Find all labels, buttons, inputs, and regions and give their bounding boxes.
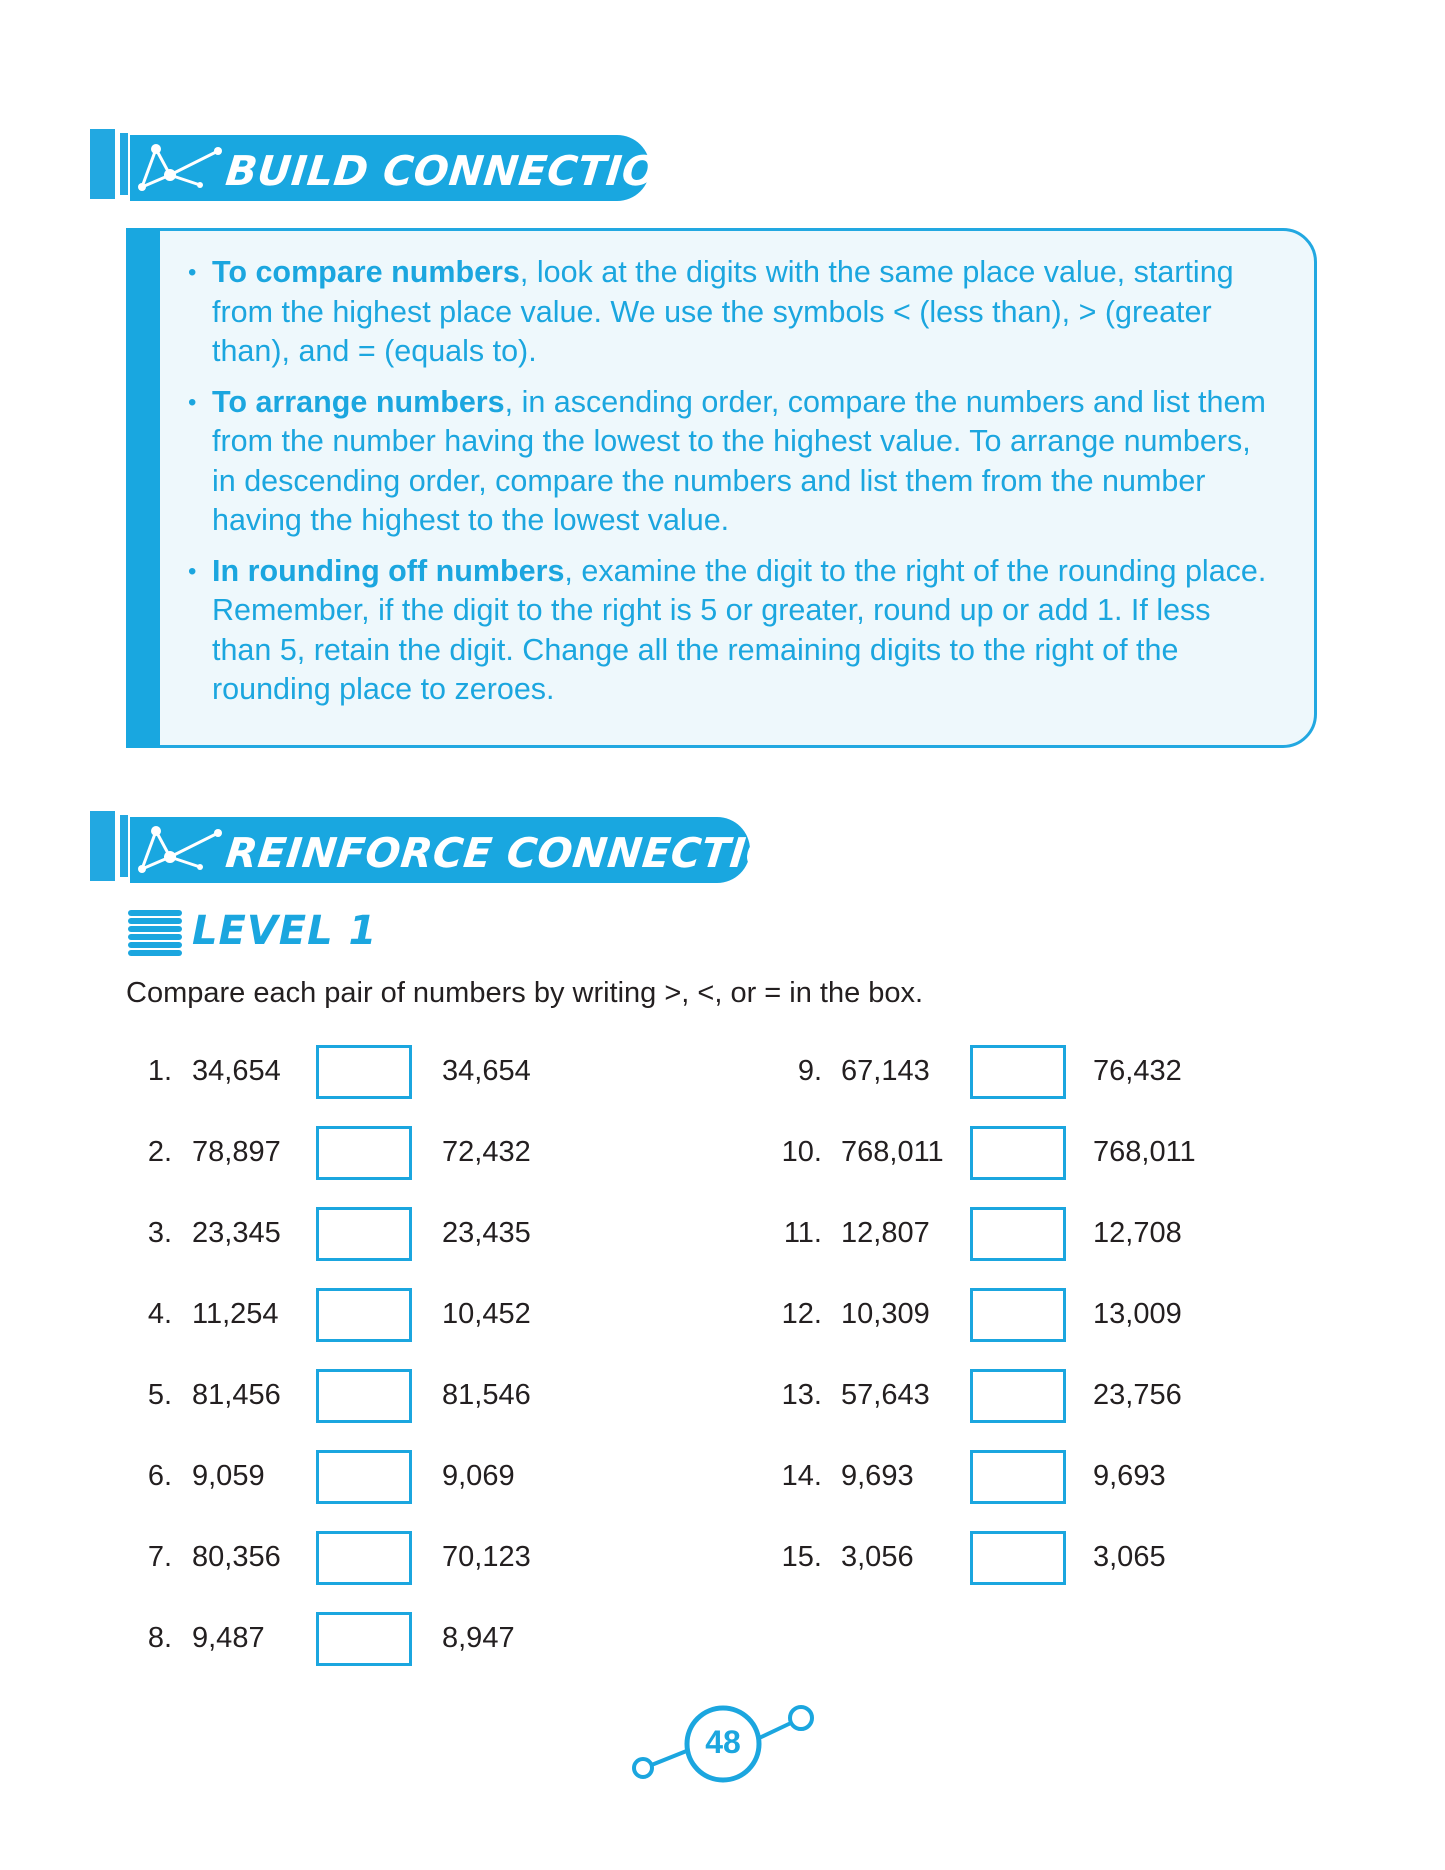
number-a: 23,345 <box>192 1217 281 1249</box>
answer-box[interactable] <box>970 1126 1066 1180</box>
banner-tab <box>90 811 119 881</box>
bullet-compare <box>188 253 1272 372</box>
instruction-text: Compare each pair of numbers by writing >, <, or = in the box. <box>126 977 924 1009</box>
bullet-dot: • <box>188 388 197 416</box>
number-b: 8,947 <box>442 1622 515 1654</box>
number-b: 768,011 <box>1093 1136 1196 1168</box>
question-number: 12. <box>781 1298 822 1330</box>
bullet-text: , examine the digit to the right of the rounding place. Remember, if the digit to the right is 5 or greater, round up or add 1. If less than 5, retain the digit. Change all the remaining digits to the right of the rounding place to zeroes. <box>212 553 1267 706</box>
question-number: 5. <box>147 1379 172 1411</box>
question-number: 11. <box>783 1217 822 1249</box>
number-a: 81,456 <box>192 1379 281 1411</box>
number-a: 80,356 <box>192 1541 281 1573</box>
number-b: 72,432 <box>442 1136 531 1168</box>
number-b: 34,654 <box>442 1055 531 1087</box>
question-number: 1. <box>147 1055 172 1087</box>
answer-box[interactable] <box>316 1207 412 1261</box>
answer-box[interactable] <box>316 1045 412 1099</box>
bullet-rounding <box>188 552 1272 710</box>
number-b: 3,065 <box>1093 1541 1166 1573</box>
question-number: 2. <box>147 1136 172 1168</box>
number-b: 81,546 <box>442 1379 531 1411</box>
number-a: 34,654 <box>192 1055 281 1087</box>
bullet-bold: In rounding off numbers <box>212 553 565 588</box>
question-number: 15. <box>781 1541 822 1573</box>
question-number: 4. <box>147 1298 172 1330</box>
number-b: 9,693 <box>1093 1460 1166 1492</box>
bullet-arrange <box>188 383 1272 541</box>
level-label: LEVEL 1 <box>192 908 378 954</box>
page-number: 48 <box>705 1724 741 1760</box>
question-number: 9. <box>797 1055 822 1087</box>
number-a: 78,897 <box>192 1136 281 1168</box>
question-number: 8. <box>147 1622 172 1654</box>
number-a: 10,309 <box>841 1298 930 1330</box>
number-a: 12,807 <box>841 1217 930 1249</box>
answer-box[interactable] <box>316 1612 412 1666</box>
answer-box[interactable] <box>970 1450 1066 1504</box>
answer-box[interactable] <box>970 1207 1066 1261</box>
info-box-bar <box>126 228 160 748</box>
question-number: 14. <box>781 1460 822 1492</box>
number-b: 23,756 <box>1093 1379 1182 1411</box>
question-number: 10. <box>781 1136 822 1168</box>
number-b: 70,123 <box>442 1541 531 1573</box>
info-bullets <box>188 253 1272 721</box>
answer-box[interactable] <box>316 1450 412 1504</box>
number-a: 9,693 <box>841 1460 914 1492</box>
banner-tab-stripe <box>120 133 128 195</box>
build-connections-header <box>90 135 725 201</box>
answer-box[interactable] <box>970 1288 1066 1342</box>
number-b: 23,435 <box>442 1217 531 1249</box>
bullet-dot: • <box>188 259 197 286</box>
constellation-icon <box>134 141 226 197</box>
bullet-dot: • <box>188 557 197 585</box>
answer-box[interactable] <box>316 1531 412 1585</box>
reinforce-connections-header <box>90 817 849 883</box>
page-number-badge <box>627 1700 817 1795</box>
banner-tab <box>90 129 119 199</box>
answer-box[interactable] <box>970 1045 1066 1099</box>
bullet-text: , look at the digits with the same place value, starting from the highest place value. We use the symbols < (less than), > (greater than), and = (equals to). <box>212 255 1234 368</box>
number-b: 13,009 <box>1093 1298 1182 1330</box>
number-b: 76,432 <box>1093 1055 1182 1087</box>
reinforce-connections-title: REINFORCE CONNECTIONS <box>223 829 849 877</box>
answer-box[interactable] <box>316 1126 412 1180</box>
number-b: 12,708 <box>1093 1217 1182 1249</box>
number-a: 57,643 <box>841 1379 930 1411</box>
answer-box[interactable] <box>316 1369 412 1423</box>
answer-box[interactable] <box>970 1369 1066 1423</box>
answer-box[interactable] <box>316 1288 412 1342</box>
number-b: 9,069 <box>442 1460 515 1492</box>
question-number: 13. <box>781 1379 822 1411</box>
number-a: 67,143 <box>841 1055 930 1087</box>
bullet-bold: To compare numbers <box>212 255 520 289</box>
bullet-text: , in ascending order, compare the numbers and list them from the number having the lowest to the highest value. To arrange numbers, in descending order, compare the numbers and list them from the number having the highest to the lowest value. <box>212 384 1266 537</box>
stack-icon <box>126 910 184 958</box>
question-number: 3. <box>147 1217 172 1249</box>
number-b: 10,452 <box>442 1298 531 1330</box>
bullet-bold: To arrange numbers <box>212 384 505 419</box>
question-number: 7. <box>147 1541 172 1573</box>
number-a: 768,011 <box>841 1136 944 1168</box>
number-a: 3,056 <box>841 1541 914 1573</box>
number-a: 9,487 <box>192 1622 265 1654</box>
number-a: 9,059 <box>192 1460 265 1492</box>
build-connections-title: BUILD CONNECTIONS <box>223 147 725 195</box>
constellation-icon <box>134 823 226 879</box>
question-number: 6. <box>147 1460 172 1492</box>
banner-tab-stripe <box>120 815 128 877</box>
answer-box[interactable] <box>970 1531 1066 1585</box>
number-a: 11,254 <box>192 1298 279 1330</box>
